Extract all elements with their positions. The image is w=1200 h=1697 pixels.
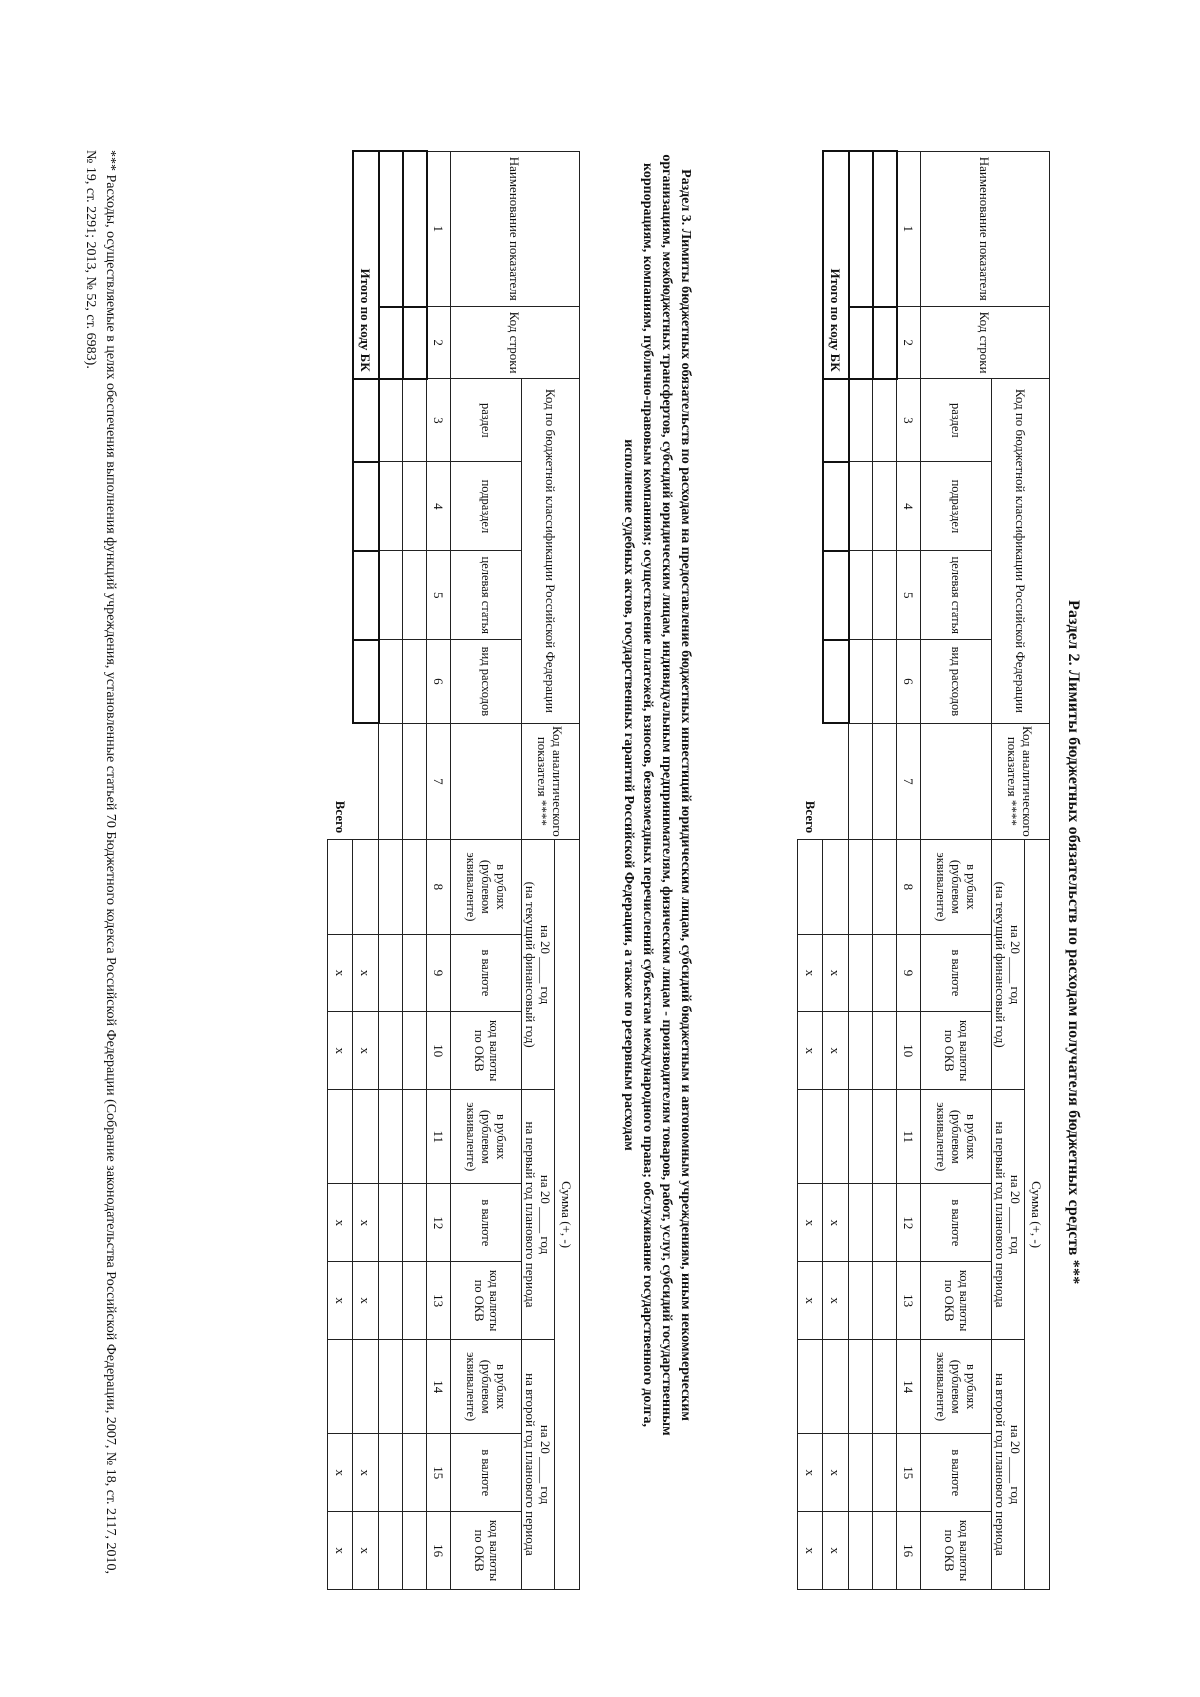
year-first-label: на 20 ____ год (1008, 1174, 1023, 1255)
header-podrazdel: подраздел (451, 462, 522, 551)
col-number: 5 (427, 551, 451, 640)
col-number: 16 (427, 1512, 451, 1590)
x-mark: x (328, 1012, 353, 1090)
x-mark: x (353, 934, 379, 1012)
x-mark: x (823, 1184, 849, 1262)
col-number: 1 (897, 151, 921, 307)
header-cur: в валюте (921, 934, 992, 1012)
grand-total-row (798, 151, 823, 1590)
col-number: 4 (427, 462, 451, 551)
section2-table (798, 150, 1051, 1590)
header-okv: код валюты по ОКВ (451, 1512, 522, 1590)
header-year-current (522, 840, 555, 1090)
header-okv: код валюты по ОКВ (451, 1012, 522, 1090)
col-number: 9 (427, 934, 451, 1012)
header-year-first (522, 1090, 555, 1340)
header-razdel: раздел (451, 379, 522, 462)
x-mark: x (798, 934, 823, 1012)
col-number: 12 (427, 1184, 451, 1262)
table-row (873, 151, 897, 1590)
x-mark: x (823, 1012, 849, 1090)
total-bk-label: Итого по коду БК (353, 151, 379, 379)
col-number: 11 (897, 1090, 921, 1184)
header-celevaya: целевая статья (451, 551, 522, 640)
x-mark: x (798, 1512, 823, 1590)
header-rub: в рублях (рублевом эквиваленте) (921, 1090, 992, 1184)
x-mark: x (328, 1512, 353, 1590)
header-cur: в валюте (451, 1184, 522, 1262)
col-number: 7 (897, 723, 921, 840)
header-razdel: раздел (921, 379, 992, 462)
table-row (849, 151, 873, 1590)
header-cur: в валюте (451, 934, 522, 1012)
header-podrazdel: подраздел (921, 462, 992, 551)
x-mark: x (353, 1012, 379, 1090)
year-second-sub: на второй год планового периода (993, 1373, 1008, 1556)
x-mark: x (328, 1434, 353, 1512)
col-number: 15 (897, 1434, 921, 1512)
col-number: 12 (897, 1184, 921, 1262)
col-number: 6 (897, 640, 921, 723)
header-rub: в рублях (рублевом эквиваленте) (921, 840, 992, 934)
year-current-sub: (на текущий финансовый год) (993, 881, 1008, 1048)
header-year-current (992, 840, 1025, 1090)
col-number: 16 (897, 1512, 921, 1590)
footnote: *** Расходы, осуществляемые в целях обеспечения выполнения функций учреждения, установленные статьей 70 Бюджетного кодекса Российской Федерации (Собрание законодательства Российской Федерации, 2007, № 18, ст. 2117, 2010, № 19, ст. 2291; 2013, № 52, ст. 6983). (83, 150, 118, 1574)
header-okv: код валюты по ОКВ (921, 1012, 992, 1090)
header-bk-code: Код по бюджетной классификации Российской Федерации (992, 379, 1050, 723)
header-cur: в валюте (451, 1434, 522, 1512)
col-number: 8 (427, 840, 451, 934)
header-rub: в рублях (рублевом эквиваленте) (921, 1339, 992, 1433)
col-number: 4 (897, 462, 921, 551)
header-row-code: Код строки (921, 307, 1050, 379)
header-okv: код валюты по ОКВ (921, 1262, 992, 1340)
header-year-first (992, 1090, 1025, 1340)
col-number: 15 (427, 1434, 451, 1512)
section3-title: Раздел 3. Лимиты бюджетных обязательств по расходам на предоставление бюджетных инвестиций юридическим лицам, субсидий бюджетным и автономным учреждениям, иным некоммерческим организациям, межбюджетных трансфертов, субсидий юридическим лицам, индивидуальным предпринимателям, физическим лицам - производителям товаров, работ, услуг, субсидий государственным корпорациям, компаниям, публично-правовым компаниям; осуществление платежей, взносов, безвозмездных перечислений субъектам международного права; обслуживание государственного долга, исполнение судебных актов, государственных гарантий Российской Федерации, а также по резервным расходам (621, 154, 693, 1436)
x-mark: x (823, 1512, 849, 1590)
section3-table (328, 150, 581, 1590)
x-mark: x (823, 1262, 849, 1340)
grand-total-label: Всего (803, 800, 818, 834)
header-bk-code: Код по бюджетной классификации Российской Федерации (522, 379, 580, 723)
x-mark: x (353, 1262, 379, 1340)
x-mark: x (823, 934, 849, 1012)
x-mark: x (798, 1012, 823, 1090)
col-number: 2 (897, 307, 921, 379)
col-number: 8 (897, 840, 921, 934)
header-analytic-blank (451, 723, 522, 840)
header-vid: вид расходов (451, 640, 522, 723)
year-second-label: на 20 ____ год (538, 1424, 553, 1505)
header-year-second (992, 1339, 1025, 1589)
year-current-sub: (на текущий финансовый год) (523, 881, 538, 1048)
col-number: 10 (427, 1012, 451, 1090)
col-number: 11 (427, 1090, 451, 1184)
col-number: 5 (897, 551, 921, 640)
col-number: 7 (427, 723, 451, 840)
total-bk-row (353, 151, 379, 1590)
section2-title: Раздел 2. Лимиты бюджетных обязательств по расходам получателя бюджетных средств *** (1065, 600, 1082, 1285)
x-mark: x (798, 1184, 823, 1262)
col-number: 10 (897, 1012, 921, 1090)
col-number: 6 (427, 640, 451, 723)
header-analytic-blank (921, 723, 992, 840)
header-analytic: Код аналитического показателя **** (992, 723, 1050, 840)
year-first-sub: на первый год планового периода (993, 1121, 1008, 1308)
year-second-sub: на второй год планового периода (523, 1373, 538, 1556)
grand-total-row (328, 151, 353, 1590)
year-second-label: на 20 ____ год (1008, 1424, 1023, 1505)
col-number: 3 (897, 379, 921, 462)
grand-total-label: Всего (333, 800, 348, 834)
header-name: Наименование показателя (921, 151, 1050, 307)
header-analytic: Код аналитического показателя **** (522, 723, 580, 840)
header-okv: код валюты по ОКВ (451, 1262, 522, 1340)
year-first-sub: на первый год планового периода (523, 1121, 538, 1308)
table-row (403, 151, 427, 1590)
col-number: 9 (897, 934, 921, 1012)
col-number: 3 (427, 379, 451, 462)
header-cur: в валюте (921, 1184, 992, 1262)
x-mark: x (353, 1184, 379, 1262)
header-year-second (522, 1339, 555, 1589)
header-rub: в рублях (рублевом эквиваленте) (451, 1339, 522, 1433)
total-bk-label: Итого по коду БК (823, 151, 849, 379)
year-first-label: на 20 ____ год (538, 1174, 553, 1255)
col-number: 13 (897, 1262, 921, 1340)
year-current-label: на 20 ____ год (1008, 925, 1023, 1005)
x-mark: x (353, 1434, 379, 1512)
col-number: 1 (427, 151, 451, 307)
x-mark: x (328, 934, 353, 1012)
header-row-code: Код строки (451, 307, 580, 379)
total-bk-row (823, 151, 849, 1590)
x-mark: x (798, 1434, 823, 1512)
x-mark: x (353, 1512, 379, 1590)
header-okv: код валюты по ОКВ (921, 1512, 992, 1590)
header-rub: в рублях (рублевом эквиваленте) (451, 840, 522, 934)
header-vid: вид расходов (921, 640, 992, 723)
header-rub: в рублях (рублевом эквиваленте) (451, 1090, 522, 1184)
header-summa: Сумма (+, -) (555, 840, 580, 1590)
col-number: 14 (897, 1339, 921, 1433)
year-current-label: на 20 ____ год (538, 925, 553, 1005)
x-mark: x (328, 1262, 353, 1340)
x-mark: x (328, 1184, 353, 1262)
header-cur: в валюте (921, 1434, 992, 1512)
col-number: 13 (427, 1262, 451, 1340)
x-mark: x (823, 1434, 849, 1512)
header-summa: Сумма (+, -) (1025, 840, 1050, 1590)
header-name: Наименование показателя (451, 151, 580, 307)
x-mark: x (798, 1262, 823, 1340)
col-number: 14 (427, 1339, 451, 1433)
col-number: 2 (427, 307, 451, 379)
table-row (379, 151, 403, 1590)
header-celevaya: целевая статья (921, 551, 992, 640)
